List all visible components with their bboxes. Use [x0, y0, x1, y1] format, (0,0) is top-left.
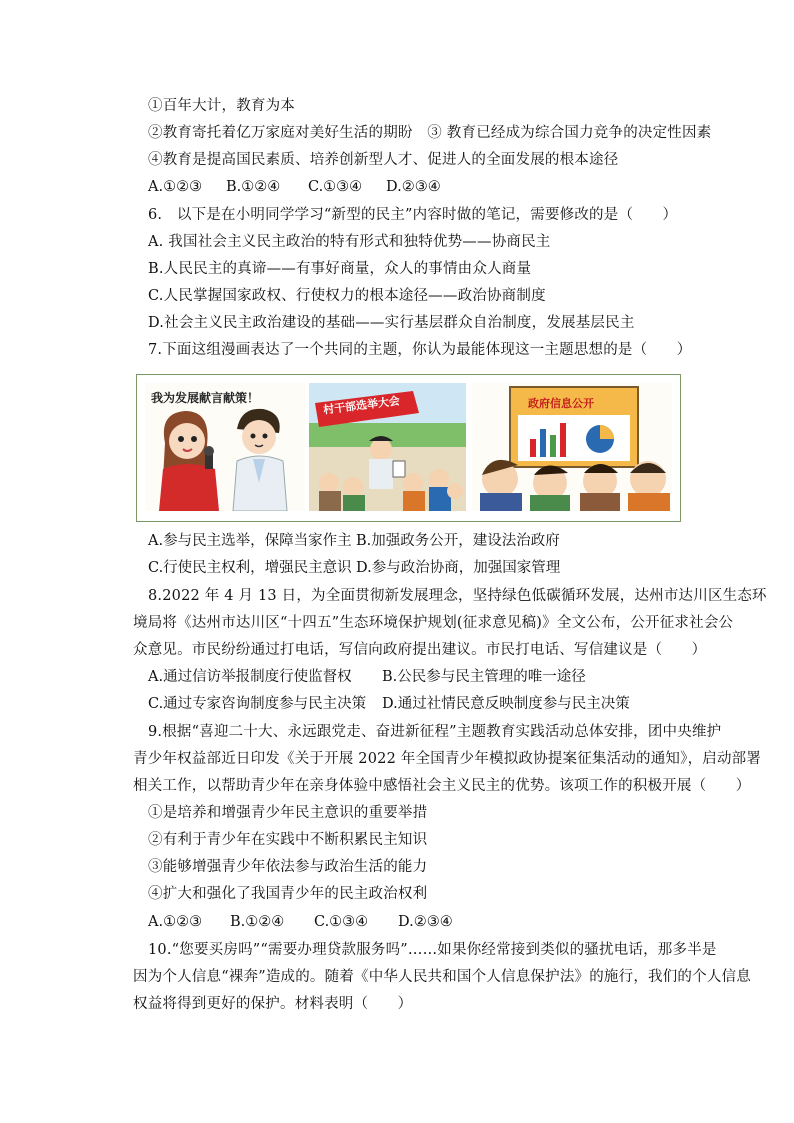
q5-statement-3: ④教育是提高国民素质、培养创新型人才、促进人的全面发展的根本途径: [148, 152, 619, 168]
comic-panel-election: [309, 383, 466, 511]
q9-statement-1: ①是培养和增强青少年民主意识的重要举措: [148, 805, 428, 821]
q8-option-d: D.通过社情民意反映制度参与民主决策: [382, 696, 630, 712]
q9-option-d: D.②③④: [398, 914, 453, 930]
q8-option-a: A.通过信访举报制度行使监督权: [148, 669, 352, 685]
q8-option-b: B.公民参与民主管理的唯一途径: [382, 669, 586, 685]
q9-option-c: C.①③④: [314, 914, 369, 930]
q8-stem-line-3: 众意见。市民纷纷通过打电话，写信向政府提出建议。市民打电话、写信建议是（ ）: [133, 642, 707, 658]
q5-statement-1: ①百年大计，教育为本: [148, 98, 295, 114]
q9-option-b: B.①②④: [230, 914, 285, 930]
speech-caption: 我为发展献言献策！: [151, 391, 260, 405]
q6-option-b: B.人民民主的真谛——有事好商量，众人的事情由众人商量: [148, 261, 532, 277]
q5-option-c: C.①③④: [308, 179, 363, 195]
q10-stem-line-2: 因为个人信息“裸奔”造成的。随着《中华人民共和国个人信息保护法》的施行，我们的个人信息: [133, 969, 751, 985]
q7-options-row-2: [148, 558, 668, 578]
q5-options: [148, 177, 548, 197]
info-disclosure-sign-text: 政府信息公开: [528, 397, 594, 410]
q5-statement-2: ②教育寄托着亿万家庭对美好生活的期盼 ③ 教育已经成为综合国力竞争的决定性因素: [148, 125, 712, 141]
q7-option-d: D.参与政治协商，加强国家管理: [356, 560, 561, 576]
q8-stem-line-1: 8.2022 年 4 月 13 日，为全面贯彻新发展理念，坚持绿色低碳循环发展，达州市达川区生态环: [148, 588, 767, 604]
q10-stem-line-3: 权益将得到更好的保护。材料表明（ ）: [133, 996, 413, 1012]
q6-option-d: D.社会主义民主政治建设的基础——实行基层群众自治制度，发展基层民主: [148, 315, 635, 331]
q9-stem-line-2: 青少年权益部近日印发《关于开展 2022 年全国青少年模拟政协提案征集活动的通知》，启动部署: [133, 751, 762, 767]
q7-option-a: A.参与民主选举，保障当家作主: [148, 533, 352, 549]
q5-option-b: B.①②④: [226, 179, 281, 195]
q8-stem-line-2: 境局将《达州市达川区“十四五”生态环境保护规划(征求意见稿)》全文公布，公开征求社会公: [133, 615, 734, 631]
q6-stem: 6. 以下是在小明同学学习“新型的民主”内容时做的笔记，需要修改的是（ ）: [148, 207, 678, 223]
q7-options-row-1: [148, 531, 668, 551]
q6-option-a: A. 我国社会主义民主政治的特有形式和独特优势——协商民主: [148, 234, 551, 250]
q9-stem-line-1: 9.根据“喜迎二十大、永远跟党走、奋进新征程”主题教育实践活动总体安排，团中央维护: [148, 724, 722, 740]
q9-statement-4: ④扩大和强化了我国青少年的民主政治权利: [148, 886, 428, 902]
q9-option-a: A.①②③: [148, 914, 203, 930]
q7-option-b: B.加强政务公开，建设法治政府: [356, 533, 560, 549]
q9-statement-2: ②有利于青少年在实践中不断积累民主知识: [148, 832, 428, 848]
q7-stem: 7.下面这组漫画表达了一个共同的主题，你认为最能体现这一主题思想的是（ ）: [148, 342, 692, 358]
comic-panel-speech: [145, 383, 305, 511]
q8-options-row-2: [148, 694, 668, 714]
q5-option-d: D.②③④: [386, 179, 441, 195]
q7-comic-strip: [136, 374, 681, 522]
q9-statement-3: ③能够增强青少年依法参与政治生活的能力: [148, 859, 428, 875]
comic-panel-info-disclosure: [472, 383, 672, 511]
q8-options-row-1: [148, 667, 668, 687]
election-banner-text: 村干部选举大会: [322, 394, 401, 417]
q10-stem-line-1: 10.“您要买房吗”“需要办理贷款服务吗”……如果你经常接到类似的骚扰电话，那多半是: [148, 942, 717, 958]
q5-option-a: A.①②③: [148, 179, 203, 195]
q6-option-c: C.人民掌握国家政权、行使权力的根本途径——政治协商制度: [148, 288, 546, 304]
q9-options: [148, 912, 548, 932]
q8-option-c: C.通过专家咨询制度参与民主决策: [148, 696, 367, 712]
q7-option-c: C.行使民主权利，增强民主意识: [148, 560, 352, 576]
q9-stem-line-3: 相关工作，以帮助青少年在亲身体验中感悟社会主义民主的优势。该项工作的积极开展（ ）: [133, 778, 751, 794]
